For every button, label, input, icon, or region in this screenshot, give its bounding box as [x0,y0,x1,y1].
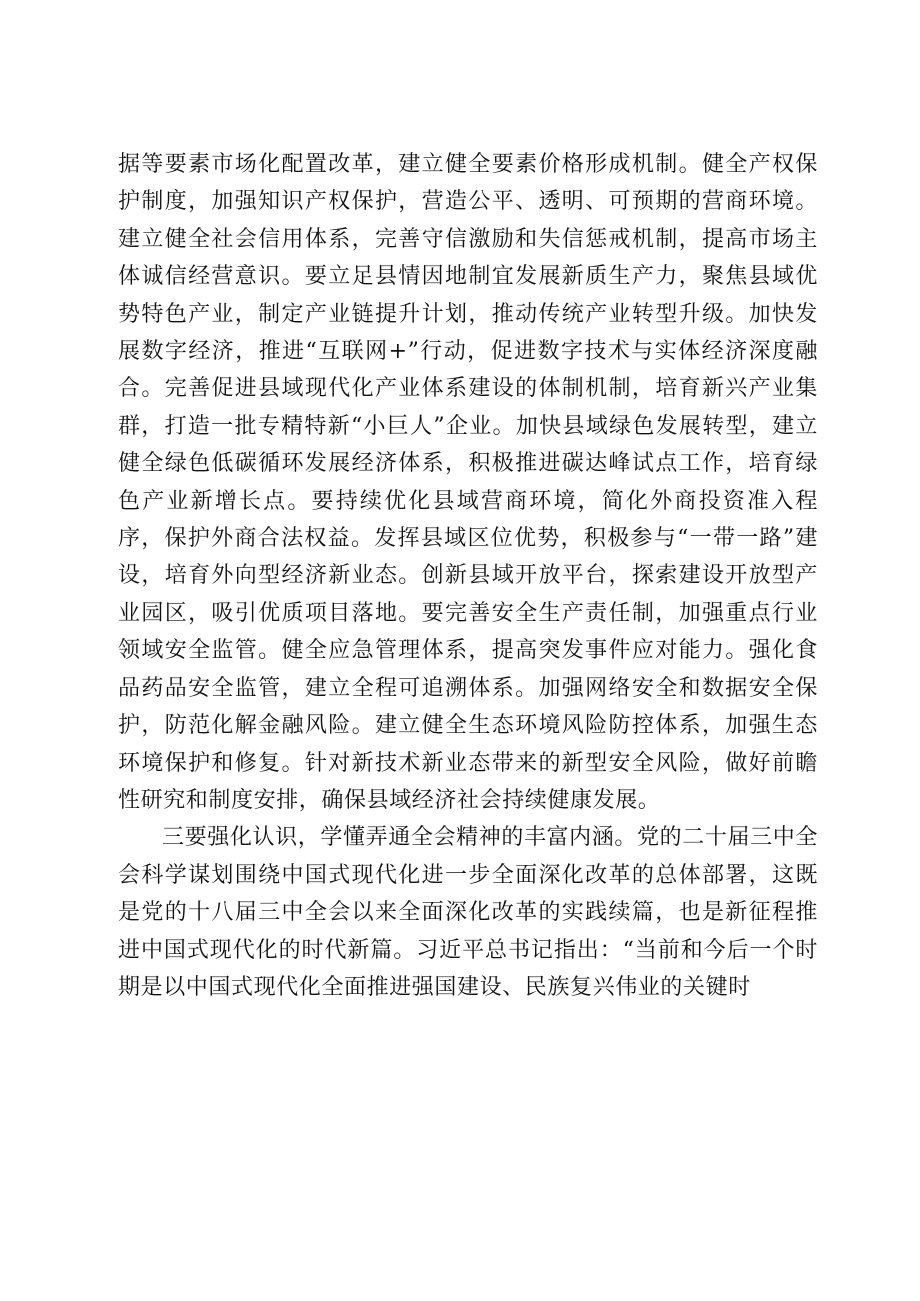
paragraph-continued: 据等要素市场化配置改革，建立健全要素价格形成机制。健全产权保护制度，加强知识产权保护，营造公平、透明、可预期的营商环境。建立健全社会信用体系，完善守信激励和失信惩戒机制，提高市场主体诚信经营意识。要立足县情因地制宜发展新质生产力，聚焦县域优势特色产业，制定产业链提升计划，推动传统产业转型升级。加快发展数字经济，推进“互联网+”行动，促进数字技术与实体经济深度融合。完善促进县域现代化产业体系建设的体制机制，培育新兴产业集群，打造一批专精特新“小巨人”企业。加快县域绿色发展转型，建立健全绿色低碳循环发展经济体系，积极推进碳达峰试点工作，培育绿色产业新增长点。要持续优化县域营商环境，简化外商投资准入程序，保护外商合法权益。发挥县域区位优势，积极参与“一带一路”建设，培育外向型经济新业态。创新县域开放平台，探索建设开放型产业园区，吸引优质项目落地。要完善安全生产责任制，加强重点行业领域安全监管。健全应急管理体系，提高突发事件应对能力。强化食品药品安全监管，建立全程可追溯体系。加强网络安全和数据安全保护，防范化解金融风险。建立健全生态环境风险防控体系，加强生态环境保护和修复。针对新技术新业态带来的新型安全风险，做好前瞻性研究和制度安排，确保县域经济社会持续健康发展。 [118,152,818,813]
document-body [118,146,818,1006]
paragraph-third-point: 三要强化认识，学懂弄通全会精神的丰富内涵。党的二十届三中全会科学谋划围绕中国式现代化进一步全面深化改革的总体部署，这既是党的十八届三中全会以来全面深化改革的实践续篇，也是新征程推进中国式现代化的时代新篇。习近平总书记指出：“当前和今后一个时期是以中国式现代化全面推进强国建设、民族复兴伟业的关键时 [118,825,818,1000]
